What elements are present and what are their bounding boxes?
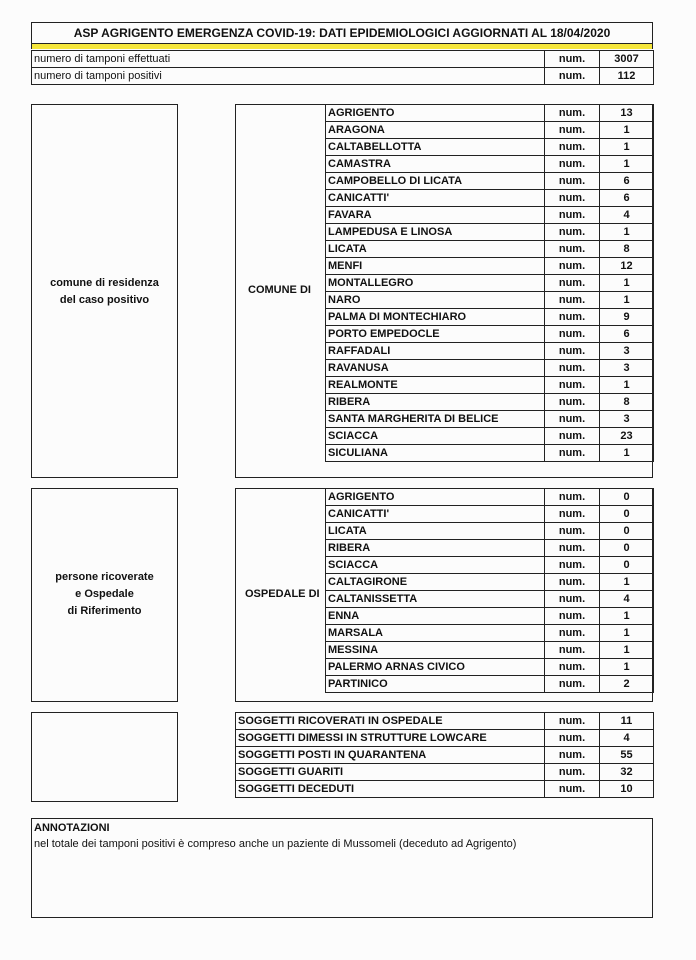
row-value: 4 [600,730,654,747]
table-row [326,557,654,574]
table-row [326,676,654,693]
row-name: FAVARA [326,207,545,224]
row-unit: num. [545,642,600,659]
row-unit: num. [545,659,600,676]
row-unit: num. [545,105,600,122]
table-row [326,574,654,591]
table-row [326,122,654,139]
row-name: LICATA [326,241,545,258]
row-value: 2 [600,676,654,693]
table-row [326,326,654,343]
row-unit: num. [545,156,600,173]
row-unit: num. [545,523,600,540]
row-value: 1 [600,224,654,241]
row-unit: num. [545,275,600,292]
row-value: 12 [600,258,654,275]
row-unit: num. [545,292,600,309]
row-value: 8 [600,241,654,258]
row-unit: num. [545,608,600,625]
row-value: 1 [600,156,654,173]
row-name: SOGGETTI GUARITI [236,764,545,781]
summary-table [31,50,654,85]
summary-unit: num. [545,51,600,68]
row-unit: num. [545,730,600,747]
row-value: 13 [600,105,654,122]
table-row [32,68,654,85]
row-value: 4 [600,207,654,224]
table-row [326,506,654,523]
title-highlight-bar [31,44,653,49]
table-row [326,275,654,292]
summary-label: numero di tamponi effettuati [32,51,545,68]
row-value: 6 [600,190,654,207]
annotations-box [31,818,653,918]
summary-unit: num. [545,68,600,85]
row-name: PALERMO ARNAS CIVICO [326,659,545,676]
row-value: 6 [600,326,654,343]
row-value: 0 [600,489,654,506]
row-name: CALTAGIRONE [326,574,545,591]
row-unit: num. [545,343,600,360]
row-unit: num. [545,747,600,764]
annotations-title: ANNOTAZIONI [34,822,110,834]
row-unit: num. [545,394,600,411]
row-value: 9 [600,309,654,326]
table-row [326,411,654,428]
residence-mid-label: COMUNE DI [248,284,311,296]
row-name: NARO [326,292,545,309]
category-line: di Riferimento [67,605,142,617]
row-name: REALMONTE [326,377,545,394]
table-row [326,173,654,190]
table-row [32,51,654,68]
row-unit: num. [545,360,600,377]
category-line: comune di residenza [50,277,159,289]
row-name: CALTANISSETTA [326,591,545,608]
table-row [326,642,654,659]
table-row [236,781,654,798]
table-row [326,489,654,506]
row-name: LAMPEDUSA E LINOSA [326,224,545,241]
row-unit: num. [545,540,600,557]
category-line: persone ricoverate [55,571,154,583]
row-name: AGRIGENTO [326,489,545,506]
row-unit: num. [545,173,600,190]
row-unit: num. [545,377,600,394]
row-unit: num. [545,713,600,730]
table-row [326,428,654,445]
row-name: SOGGETTI POSTI IN QUARANTENA [236,747,545,764]
row-value: 1 [600,608,654,625]
row-name: PARTINICO [326,676,545,693]
row-name: SCIACCA [326,557,545,574]
row-name: PALMA DI MONTECHIARO [326,309,545,326]
table-row [326,591,654,608]
table-row [326,190,654,207]
category-line: del caso positivo [59,294,150,306]
row-value: 0 [600,557,654,574]
row-value: 1 [600,574,654,591]
row-value: 3 [600,411,654,428]
row-value: 1 [600,642,654,659]
summary-value: 112 [600,68,654,85]
table-row [326,445,654,462]
table-row [236,764,654,781]
table-row [326,207,654,224]
row-name: AGRIGENTO [326,105,545,122]
row-name: LICATA [326,523,545,540]
table-row [326,377,654,394]
row-value: 8 [600,394,654,411]
row-name: ENNA [326,608,545,625]
row-value: 3 [600,343,654,360]
row-unit: num. [545,241,600,258]
table-row [326,608,654,625]
row-unit: num. [545,506,600,523]
row-value: 10 [600,781,654,798]
row-value: 23 [600,428,654,445]
table-row [236,713,654,730]
annotations-text: nel totale dei tamponi positivi è compreso anche un paziente di Mussomeli (deceduto ad Agrigento) [34,838,517,850]
row-value: 1 [600,377,654,394]
category-line: e Ospedale [75,588,134,600]
row-value: 0 [600,523,654,540]
row-unit: num. [545,122,600,139]
row-value: 0 [600,540,654,557]
residence-table [325,104,654,462]
row-unit: num. [545,309,600,326]
row-value: 1 [600,139,654,156]
row-unit: num. [545,781,600,798]
row-name: CANICATTI' [326,506,545,523]
row-name: RAVANUSA [326,360,545,377]
table-row [326,343,654,360]
row-unit: num. [545,139,600,156]
row-name: SCIACCA [326,428,545,445]
row-name: SICULIANA [326,445,545,462]
row-name: SOGGETTI DECEDUTI [236,781,545,798]
row-value: 1 [600,445,654,462]
row-name: CALTABELLOTTA [326,139,545,156]
table-row [326,105,654,122]
table-row [326,292,654,309]
row-unit: num. [545,190,600,207]
row-value: 1 [600,625,654,642]
hospital-category-label [32,569,177,620]
table-row [236,747,654,764]
row-unit: num. [545,764,600,781]
table-row [326,309,654,326]
table-row [326,540,654,557]
table-row [326,258,654,275]
table-row [326,394,654,411]
row-unit: num. [545,445,600,462]
row-value: 1 [600,659,654,676]
row-unit: num. [545,326,600,343]
table-row [326,241,654,258]
residence-category-label [32,275,177,309]
table-row [326,156,654,173]
row-name: RIBERA [326,540,545,557]
row-unit: num. [545,428,600,445]
row-name: RIBERA [326,394,545,411]
hospital-table [325,488,654,693]
row-name: RAFFADALI [326,343,545,360]
row-unit: num. [545,207,600,224]
row-name: MESSINA [326,642,545,659]
status-table [235,712,654,798]
report-title: ASP AGRIGENTO EMERGENZA COVID-19: DATI EPIDEMIOLOGICI AGGIORNATI AL 18/04/2020 [31,22,653,44]
row-value: 1 [600,275,654,292]
status-empty-box [31,712,178,802]
row-name: PORTO EMPEDOCLE [326,326,545,343]
row-name: MARSALA [326,625,545,642]
summary-value: 3007 [600,51,654,68]
row-name: MONTALLEGRO [326,275,545,292]
row-value: 1 [600,122,654,139]
row-name: SOGGETTI DIMESSI IN STRUTTURE LOWCARE [236,730,545,747]
row-value: 11 [600,713,654,730]
row-value: 32 [600,764,654,781]
row-name: ARAGONA [326,122,545,139]
row-name: MENFI [326,258,545,275]
row-name: SANTA MARGHERITA DI BELICE [326,411,545,428]
row-unit: num. [545,676,600,693]
row-value: 55 [600,747,654,764]
row-unit: num. [545,591,600,608]
row-name: SOGGETTI RICOVERATI IN OSPEDALE [236,713,545,730]
row-unit: num. [545,489,600,506]
table-row [326,139,654,156]
table-row [326,659,654,676]
summary-label: numero di tamponi positivi [32,68,545,85]
row-unit: num. [545,411,600,428]
row-value: 0 [600,506,654,523]
row-unit: num. [545,224,600,241]
hospital-category-box [31,488,178,702]
row-unit: num. [545,258,600,275]
row-value: 6 [600,173,654,190]
table-row [326,523,654,540]
row-unit: num. [545,574,600,591]
hospital-mid-label: OSPEDALE DI [245,588,320,600]
row-value: 1 [600,292,654,309]
row-name: CANICATTI' [326,190,545,207]
row-unit: num. [545,625,600,642]
row-name: CAMPOBELLO DI LICATA [326,173,545,190]
table-row [326,224,654,241]
residence-category-box [31,104,178,478]
table-row [326,360,654,377]
table-row [236,730,654,747]
table-row [326,625,654,642]
row-value: 4 [600,591,654,608]
row-unit: num. [545,557,600,574]
row-value: 3 [600,360,654,377]
row-name: CAMASTRA [326,156,545,173]
